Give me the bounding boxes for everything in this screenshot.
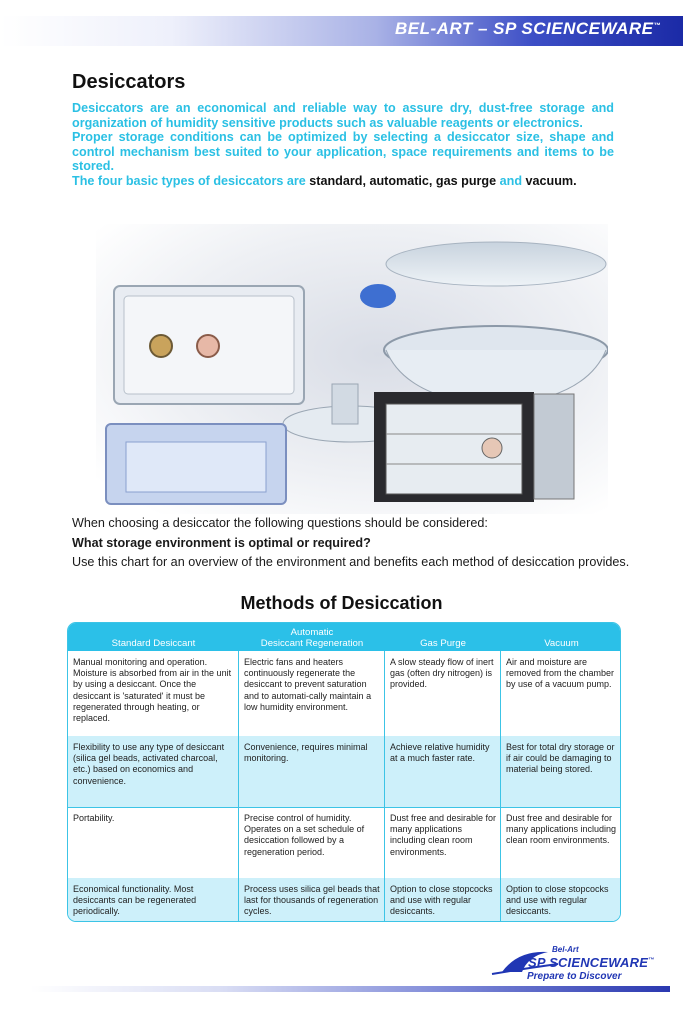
- table-cell: Process uses silica gel beads that last for thousands of regeneration cycles.: [244, 884, 380, 917]
- intro-paragraph-3: The four basic types of desiccators are standard, automatic, gas purge and vacuum.: [72, 173, 577, 188]
- table-row: [68, 736, 620, 807]
- table-cell: Convenience, requires minimal monitoring.: [244, 742, 368, 764]
- footer-rule: [30, 986, 670, 992]
- table-row: [68, 807, 620, 878]
- intro-text: [72, 101, 614, 189]
- table-cell: A slow steady flow of inert gas (often dry nitrogen) is provided.: [390, 657, 494, 690]
- table-cell: Option to close stopcocks and use with regular desiccants.: [390, 884, 493, 917]
- header-brand: BEL-ART – SP SCIENCEWARE™: [394, 19, 661, 38]
- column-header-standard: Standard Desiccant: [111, 638, 196, 649]
- table-cell: Precise control of humidity. Operates on a set schedule of desiccation followed by a regeneration period.: [244, 813, 365, 857]
- column-header-vacuum: Vacuum: [544, 638, 579, 649]
- intro-paragraph-1: Desiccators are an economical and reliable way to assure dry, dust-free storage and organization of humidity sensitive products such as valuable reagents or electronics.: [72, 101, 614, 130]
- column-divider: [384, 651, 385, 921]
- table-cell: Air and moisture are removed from the chamber by use of a vacuum pump.: [506, 657, 615, 690]
- column-divider: [238, 651, 239, 921]
- table-cell: Flexibility to use any type of desiccant (silica gel beads, activated charcoal, etc.) based on economics and convenience.: [73, 742, 225, 786]
- methods-table: [67, 622, 621, 922]
- question-intro: When choosing a desiccator the following questions should be considered:: [72, 516, 488, 530]
- table-row: [68, 651, 620, 736]
- table-header: [68, 623, 620, 651]
- desiccators-photo: [96, 224, 608, 514]
- table-cell: Dust free and desirable for many applications including clean room environments.: [506, 813, 617, 846]
- question-heading: What storage environment is optimal or required?: [72, 536, 371, 550]
- logo-tagline: Prepare to Discover: [527, 971, 622, 982]
- table-title: Methods of Desiccation: [240, 593, 443, 613]
- table-row: [68, 878, 620, 922]
- column-divider: [500, 651, 501, 921]
- table-cell: Electric fans and heaters continuously regenerate the desiccant to prevent saturation and to automati-cally maintain a low humidity environment.: [244, 657, 372, 712]
- logo-small-text: Bel-Art: [552, 945, 579, 954]
- question-description: Use this chart for an overview of the environment and benefits each method of desiccation provides.: [72, 555, 630, 569]
- column-header-automatic: [239, 627, 385, 649]
- table-cell: Option to close stopcocks and use with regular desiccants.: [506, 884, 609, 917]
- logo-main-text: SP SCIENCEWARE™: [528, 955, 655, 970]
- table-cell: Manual monitoring and operation. Moisture is absorbed from air in the unit by using a desiccant. Once the desiccant is 'saturated' it must be regenerated through heating, or replaced.: [73, 657, 232, 724]
- page-title: Desiccators: [72, 71, 186, 93]
- column-header-automatic-label: Automatic Desiccant Regeneration: [260, 627, 364, 649]
- table-cell: Dust free and desirable for many applications including clean room environments.: [390, 813, 497, 857]
- table-cell: Best for total dry storage or if air could be damaging to material being stored.: [506, 742, 615, 775]
- table-cell: Achieve relative humidity at a much faster rate.: [390, 742, 490, 764]
- table-cell: Economical functionality. Most desiccants can be regenerated periodically.: [73, 884, 197, 917]
- intro-paragraph-2: Proper storage conditions can be optimized by selecting a desiccator size, shape and control mechanism best suited to your application, space requirements and items to be stored.: [72, 130, 614, 174]
- column-header-gas-purge: Gas Purge: [420, 638, 466, 649]
- table-cell: Portability.: [73, 813, 115, 823]
